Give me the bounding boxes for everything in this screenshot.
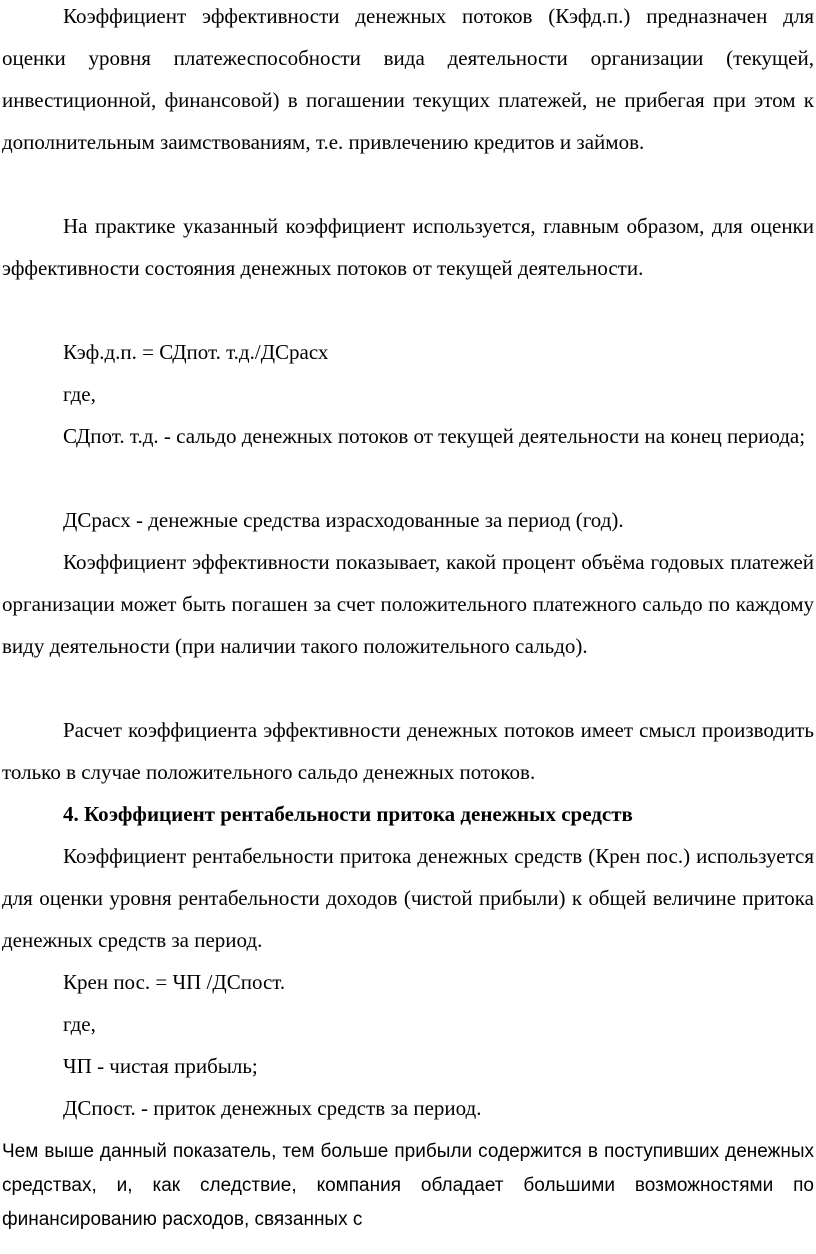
definition-expenses: ДСрасх - денежные средства израсходованные за период (год). (63, 508, 624, 532)
formula-profitability: Крен пос. = ЧП /ДСпост. (63, 970, 286, 994)
paragraph-interpretation: Чем выше данный показатель, тем больше прибыли содержится в поступивших денежных средствах, и, как следствие, компания обладает большими возможностями по финансированию расходов, связанных с (2, 1141, 814, 1230)
paragraph-calculation-note: Расчет коэффициента эффективности денежных потоков имеет смысл производить только в случае положительного сальдо денежных потоков. (2, 718, 814, 784)
formula-efficiency: Кэф.д.п. = СДпот. т.д./ДСрасх (63, 340, 329, 364)
paragraph-efficiency-meaning: Коэффициент эффективности показывает, какой процент объёма годовых платежей организации может быть погашен за счет положительного платежного сальдо по каждому виду деятельности (при наличии такого положительного сальдо). (2, 550, 814, 658)
paragraph-profitability-definition: Коэффициент рентабельности притока денежных средств (Крен пос.) используется для оценки уровня рентабельности доходов (чистой прибыли) к общей величине притока денежных средств за период. (2, 844, 814, 952)
definition-saldo: СДпот. т.д. - сальдо денежных потоков от текущей деятельности на конец периода; (63, 424, 806, 448)
section-heading-4: 4. Коэффициент рентабельности притока денежных средств (63, 802, 633, 826)
where-label-2: где, (63, 1012, 96, 1036)
paragraph-practice-usage: На практике указанный коэффициент используется, главным образом, для оценки эффективности состояния денежных потоков от текущей деятельности. (2, 214, 814, 280)
paragraph-cash-flow-efficiency-definition: Коэффициент эффективности денежных потоков (Кэфд.п.) предназначен для оценки уровня платежеспособности вида деятельности организации (текущей, инвестиционной, финансовой) в погашении текущих платежей, не прибегая при этом к дополнительным заимствованиям, т.е. привлечению кредитов и займов. (2, 4, 814, 154)
where-label-1: где, (63, 382, 96, 406)
definition-net-profit: ЧП - чистая прибыль; (63, 1054, 258, 1078)
definition-inflow: ДСпост. - приток денежных средств за период. (63, 1096, 482, 1120)
